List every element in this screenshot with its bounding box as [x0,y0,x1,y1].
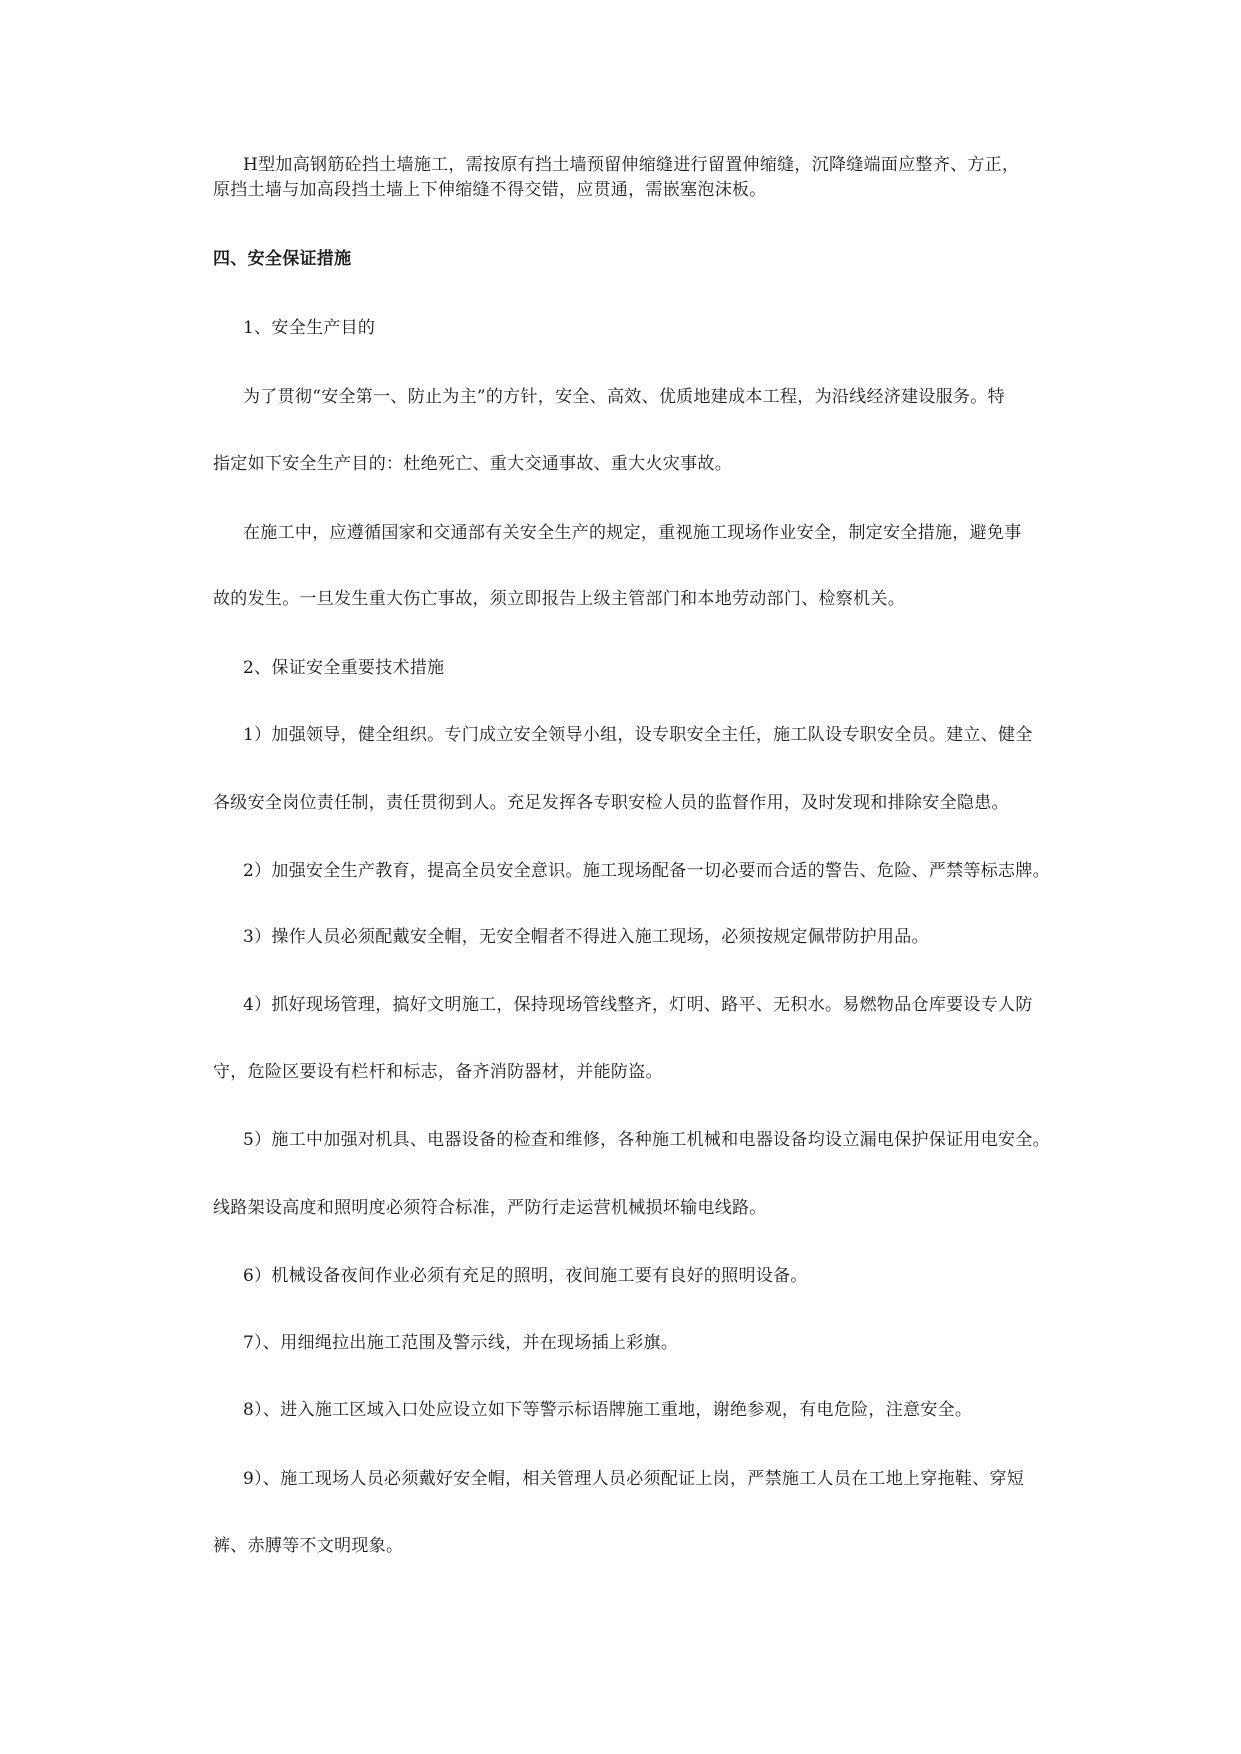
paragraph-line: 指定如下安全生产目的：杜绝死亡、重大交通事故、重大火灾事故。 [213,454,732,474]
list-item: 4）抓好现场管理，搞好文明施工，保持现场管线整齐，灯明、路平、无积水。易燃物品仓库要设专人防 [243,995,1033,1015]
list-item: 6）机械设备夜间作业必须有充足的照明，夜间施工要有良好的照明设备。 [243,1266,808,1286]
list-item: 9）、施工现场人员必须戴好安全帽，相关管理人员必须配证上岗，严禁施工人员在工地上穿拖鞋、穿短 [243,1469,1025,1489]
list-item: 7）、用细绳拉出施工范围及警示线，并在现场插上彩旗。 [243,1333,679,1353]
paragraph-line: H型加高钢筋砼挡土墙施工，需按原有挡土墙预留伸缩缝进行留置伸缩缝，沉降缝端面应整齐、方正， [243,155,1020,175]
section-heading: 四、安全保证措施 [213,249,352,269]
list-item: 5）施工中加强对机具、电器设备的检查和维修，各种施工机械和电器设备均设立漏电保护保证用电安全。 [243,1130,1050,1150]
list-item: 8）、进入施工区域入口处应设立如下等警示标语牌施工重地，谢绝参观，有电危险，注意安全。 [243,1400,973,1420]
list-item: 1）加强领导，健全组织。专门成立安全领导小组，设专职安全主任，施工队设专职安全员。建立、健全 [243,725,1033,745]
paragraph-line: 原挡土墙与加高段挡土墙上下伸缩缝不得交错，应贯通，需嵌塞泡沫板。 [213,180,767,200]
list-item-continuation: 守，危险区要设有栏杆和标志，备齐消防器材，并能防盗。 [213,1062,663,1082]
paragraph-line: 故的发生。一旦发生重大伤亡事故，须立即报告上级主管部门和本地劳动部门、检察机关。 [213,589,905,609]
list-item-continuation: 各级安全岗位责任制，责任贯彻到人。充足发挥各专职安检人员的监督作用，及时发现和排除安全隐患。 [213,793,1009,813]
list-item-continuation: 线路架设高度和照明度必须符合标准，严防行走运营机械损坏输电线路。 [213,1198,767,1218]
subsection-heading: 2、保证安全重要技术措施 [243,658,445,678]
list-item: 2）加强安全生产教育，提高全员安全意识。施工现场配备一切必要而合适的警告、危险、严禁等标志牌。 [243,861,1050,881]
subsection-heading: 1、安全生产目的 [243,318,376,338]
list-item-continuation: 裤、赤膊等不文明现象。 [213,1536,404,1556]
paragraph-line: 为了贯彻“安全第一、防止为主”的方针，安全、高效、优质地建成本工程，为沿线经济建设服务。特 [243,387,1005,407]
paragraph-line: 在施工中，应遵循国家和交通部有关安全生产的规定，重视施工现场作业安全，制定安全措施，避免事 [243,523,1022,543]
list-item: 3）操作人员必须配戴安全帽，无安全帽者不得进入施工现场，必须按规定佩带防护用品。 [243,927,929,947]
